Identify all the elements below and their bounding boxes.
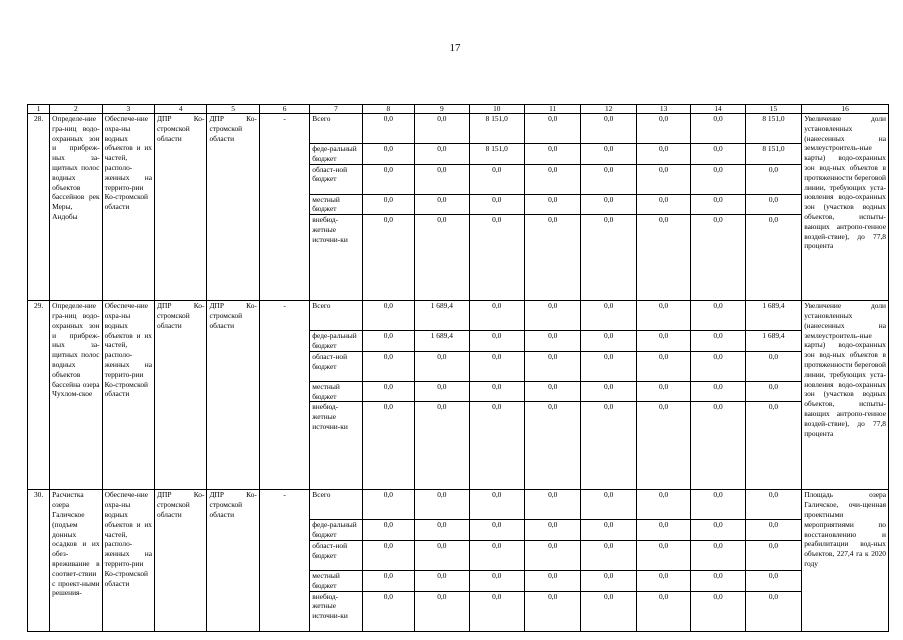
value-cell: 0,0 [469,570,524,591]
executor-cell: ДПР Ко-стромской области [155,114,207,301]
value-cell: 0,0 [469,215,524,301]
value-cell: 0,0 [691,215,745,301]
funding-source-cell: внебюд-жетные источни-ки [310,215,362,301]
value-cell: 0,0 [362,570,414,591]
value-cell: 0,0 [524,114,580,144]
value-cell: 0,0 [745,520,801,541]
value-cell: 0,0 [524,301,580,331]
value-cell: 0,0 [745,381,801,402]
table-row [28,301,889,331]
value-cell: 0,0 [691,331,745,352]
value-cell: 0,0 [636,540,690,570]
value-cell: 0,0 [415,520,469,541]
value-cell: 0,0 [415,591,469,631]
value-cell: 0,0 [362,144,414,165]
value-cell: 0,0 [524,144,580,165]
value-cell: 0,0 [362,301,414,331]
column-number-3: 3 [102,105,154,114]
value-cell: 0,0 [691,402,745,490]
value-cell: 0,0 [415,351,469,381]
value-cell: 0,0 [415,194,469,215]
value-cell: 0,0 [691,114,745,144]
value-cell: 0,0 [362,381,414,402]
value-cell: 0,0 [469,381,524,402]
value-cell: 0,0 [362,351,414,381]
value-cell: 0,0 [524,194,580,215]
column-number-16: 16 [802,105,889,114]
value-cell: 0,0 [636,144,690,165]
funding-source-cell: област-ной бюджет [310,540,362,570]
value-cell: 0,0 [524,351,580,381]
value-cell: 0,0 [415,570,469,591]
purpose-cell: Обеспече-ние охра-ны водных объектов и их частей, располо-женных на террито-рии Ко-стромской области [102,301,154,490]
funding-source-cell: феде-ральный бюджет [310,520,362,541]
value-cell: 0,0 [636,570,690,591]
value-cell: 0,0 [581,570,636,591]
value-cell: 0,0 [469,164,524,194]
value-cell: 0,0 [581,490,636,520]
column-number-9: 9 [415,105,469,114]
value-cell: 0,0 [362,194,414,215]
activity-cell: Расчистка озера Галичское (подъем донных осадков и их обез-вреживание в соответ-ствии с проект-ными решения- [50,490,102,631]
funding-source-cell: местный бюджет [310,381,362,402]
funding-source-cell: феде-ральный бюджет [310,331,362,352]
value-cell: 0,0 [469,520,524,541]
activity-cell: Определе-ние гра-ниц водо-охранных зон и прибреж-ных за-щитных полос водных объектов бассейна озера Чухлом-ское [50,301,102,490]
value-cell: 0,0 [581,540,636,570]
value-cell: 0,0 [415,144,469,165]
column-number-11: 11 [524,105,580,114]
column-number-8: 8 [362,105,414,114]
value-cell: 0,0 [691,570,745,591]
value-cell: 0,0 [745,215,801,301]
value-cell: 8 151,0 [745,114,801,144]
value-cell: 0,0 [524,520,580,541]
value-cell: 0,0 [362,402,414,490]
value-cell: 0,0 [636,351,690,381]
value-cell: 0,0 [745,164,801,194]
value-cell: 1 689,4 [415,301,469,331]
value-cell: 0,0 [362,164,414,194]
value-cell: 0,0 [691,144,745,165]
row-number: 29. [28,301,50,490]
value-cell: 0,0 [636,490,690,520]
value-cell: 0,0 [469,402,524,490]
value-cell: 0,0 [362,114,414,144]
column-number-1: 1 [28,105,50,114]
value-cell: 0,0 [745,402,801,490]
column-number-10: 10 [469,105,524,114]
value-cell: 0,0 [415,215,469,301]
funding-source-cell: внебюд-жетные источни-ки [310,591,362,631]
funding-source-cell: област-ной бюджет [310,164,362,194]
value-cell: 0,0 [469,194,524,215]
coexecutor-cell: ДПР Ко-стромской области [207,490,259,631]
value-cell: 1 689,4 [745,331,801,352]
column-number-2: 2 [50,105,102,114]
coexecutor-cell: ДПР Ко-стромской области [207,301,259,490]
column-number-7: 7 [310,105,362,114]
value-cell: 0,0 [745,591,801,631]
value-cell: 0,0 [636,381,690,402]
column-number-15: 15 [745,105,801,114]
value-cell: 0,0 [636,164,690,194]
value-cell: 0,0 [636,402,690,490]
value-cell: 0,0 [636,194,690,215]
col6-cell: - [259,490,309,631]
value-cell: 8 151,0 [745,144,801,165]
col6-cell: - [259,301,309,490]
value-cell: 0,0 [581,402,636,490]
value-cell: 0,0 [415,402,469,490]
value-cell: 8 151,0 [469,114,524,144]
column-number-6: 6 [259,105,309,114]
value-cell: 0,0 [636,331,690,352]
funding-source-cell: местный бюджет [310,194,362,215]
funding-source-cell: феде-ральный бюджет [310,144,362,165]
funding-source-cell: внебюд-жетные источни-ки [310,402,362,490]
table-row [28,490,889,520]
value-cell: 1 689,4 [415,331,469,352]
value-cell: 0,0 [581,331,636,352]
value-cell: 0,0 [581,351,636,381]
value-cell: 0,0 [362,540,414,570]
value-cell: 0,0 [415,114,469,144]
value-cell: 0,0 [581,381,636,402]
purpose-cell: Обеспече-ние охра-ны водных объектов и их частей, располо-женных на террито-рии Ко-стромской области [102,490,154,631]
value-cell: 0,0 [415,381,469,402]
value-cell: 0,0 [362,520,414,541]
value-cell: 0,0 [524,591,580,631]
value-cell: 0,0 [524,381,580,402]
value-cell: 1 689,4 [745,301,801,331]
value-cell: 0,0 [636,114,690,144]
column-number-12: 12 [581,105,636,114]
value-cell: 0,0 [362,331,414,352]
value-cell: 0,0 [691,301,745,331]
value-cell: 0,0 [636,591,690,631]
value-cell: 0,0 [745,194,801,215]
value-cell: 0,0 [745,540,801,570]
value-cell: 8 151,0 [469,144,524,165]
table-row [28,114,889,144]
value-cell: 0,0 [469,331,524,352]
program-table [27,104,889,632]
value-cell: 0,0 [636,520,690,541]
value-cell: 0,0 [524,402,580,490]
column-number-4: 4 [155,105,207,114]
value-cell: 0,0 [581,520,636,541]
result-cell: Увеличение доли установленных (нанесенных на землеустроитель-ные карты) водо-охранных зон вод-ных объектов в протяженности береговой линии, требующих уста-новления водо-охранных зон (участков водных объектов, испыты-вающих антропо-генное воздей-ствие), до 77,8 процента [802,114,889,301]
value-cell: 0,0 [362,490,414,520]
value-cell: 0,0 [469,540,524,570]
result-cell: Увеличение доли установленных (нанесенных на землеустроитель-ные карты) водо-охранных зон вод-ных объектов в протяженности береговой линии, требующих уста-новления водо-охранных зон (участков водных объектов, испыты-вающих антропо-генное воздей-ствие), до 77,8 процента [802,301,889,490]
value-cell: 0,0 [581,591,636,631]
funding-source-cell: Всего [310,301,362,331]
funding-source-cell: област-ной бюджет [310,351,362,381]
value-cell: 0,0 [745,351,801,381]
funding-source-cell: Всего [310,490,362,520]
result-cell: Площадь озера Галичское, очи-щенная проектными мероприятиями по восстановлению и реабилитации вод-ных объектов, 227,4 га к 2020 году [802,490,889,631]
value-cell: 0,0 [524,164,580,194]
column-number-5: 5 [207,105,259,114]
value-cell: 0,0 [636,301,690,331]
value-cell: 0,0 [581,194,636,215]
funding-source-cell: Всего [310,114,362,144]
executor-cell: ДПР Ко-стромской области [155,490,207,631]
value-cell: 0,0 [691,540,745,570]
row-number: 30. [28,490,50,631]
value-cell: 0,0 [636,215,690,301]
value-cell: 0,0 [469,490,524,520]
column-number-14: 14 [691,105,745,114]
value-cell: 0,0 [691,490,745,520]
value-cell: 0,0 [415,540,469,570]
value-cell: 0,0 [524,215,580,301]
value-cell: 0,0 [581,144,636,165]
value-cell: 0,0 [469,591,524,631]
value-cell: 0,0 [581,164,636,194]
column-number-13: 13 [636,105,690,114]
value-cell: 0,0 [524,331,580,352]
activity-cell: Определе-ние гра-ниц водо-охранных зон и прибреж-ных за-щитных полос водных объектов бассейнов рек Меры, Андобы [50,114,102,301]
value-cell: 0,0 [745,570,801,591]
page-number: 17 [449,42,461,54]
value-cell: 0,0 [415,490,469,520]
value-cell: 0,0 [581,114,636,144]
col6-cell: - [259,114,309,301]
value-cell: 0,0 [691,194,745,215]
value-cell: 0,0 [691,591,745,631]
funding-source-cell: местный бюджет [310,570,362,591]
purpose-cell: Обеспече-ние охра-ны водных объектов и их частей, располо-женных на террито-рии Ко-стромской области [102,114,154,301]
executor-cell: ДПР Ко-стромской области [155,301,207,490]
value-cell: 0,0 [415,164,469,194]
value-cell: 0,0 [524,490,580,520]
coexecutor-cell: ДПР Ко-стромской области [207,114,259,301]
value-cell: 0,0 [691,381,745,402]
value-cell: 0,0 [362,215,414,301]
value-cell: 0,0 [691,351,745,381]
value-cell: 0,0 [362,591,414,631]
value-cell: 0,0 [691,520,745,541]
value-cell: 0,0 [469,351,524,381]
value-cell: 0,0 [691,164,745,194]
value-cell: 0,0 [469,301,524,331]
value-cell: 0,0 [581,301,636,331]
column-number-row [28,105,889,114]
value-cell: 0,0 [581,215,636,301]
value-cell: 0,0 [524,540,580,570]
row-number: 28. [28,114,50,301]
value-cell: 0,0 [524,570,580,591]
value-cell: 0,0 [745,490,801,520]
